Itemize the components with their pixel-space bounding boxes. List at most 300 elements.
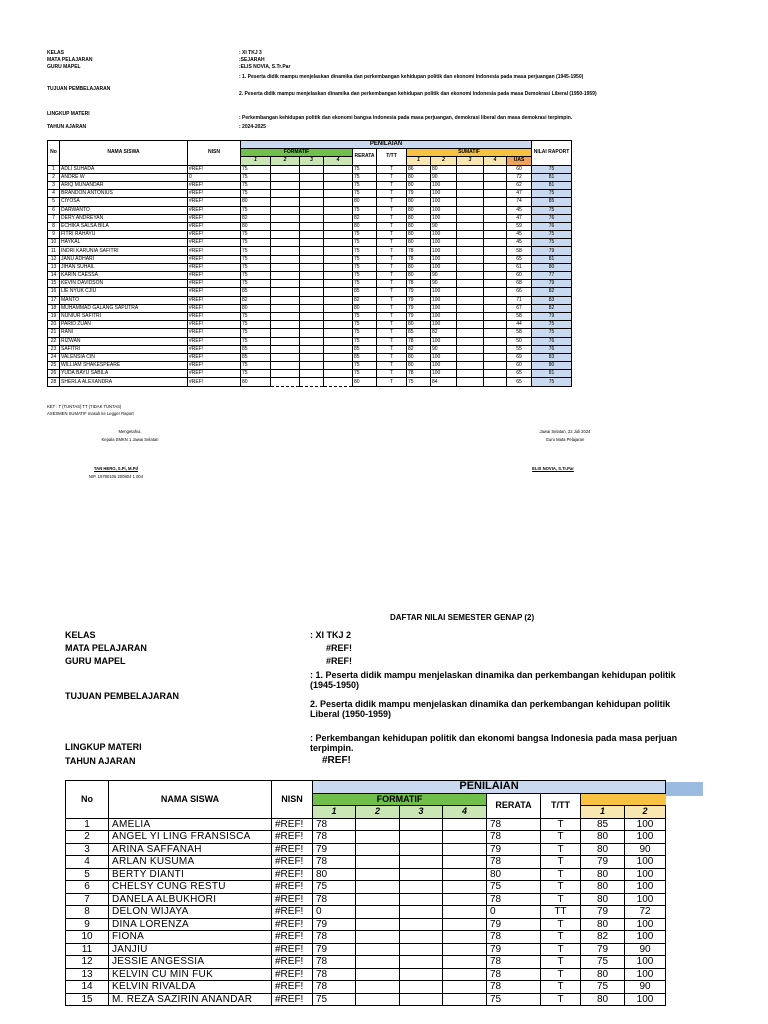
cell-rerata: 75 xyxy=(353,370,377,378)
cell-nama: KELVIN RIVALDA xyxy=(109,981,272,994)
cell-s2: 100 xyxy=(431,181,457,189)
cell-f1: 75 xyxy=(241,321,271,329)
cell-no: 5 xyxy=(48,198,60,206)
col-nama-2: NAMA SISWA xyxy=(109,781,272,819)
cell-s3 xyxy=(457,222,484,230)
cell-f2 xyxy=(271,296,300,304)
cell-f1: 78 xyxy=(313,981,356,994)
cell-s3 xyxy=(457,255,484,263)
cell-titt: T xyxy=(377,198,407,206)
table-row xyxy=(48,263,572,271)
cell-s2: 90 xyxy=(625,843,666,856)
cell-nisn: #REF! xyxy=(188,280,241,288)
cell-rerata: 75 xyxy=(353,321,377,329)
cell-uas: 55 xyxy=(507,345,532,353)
cell-f2 xyxy=(271,337,300,345)
cell-f2 xyxy=(356,981,400,994)
cell-f4 xyxy=(324,173,353,181)
table-row xyxy=(48,206,572,214)
table-row xyxy=(48,272,572,280)
cell-s2: 100 xyxy=(431,321,457,329)
cell-f1: 78 xyxy=(313,856,356,869)
cell-no: 26 xyxy=(48,370,60,378)
sig-left-line1: Mengetahui, xyxy=(118,429,142,434)
cell-no: 15 xyxy=(66,993,109,1006)
tahun-label-2: TAHUN AJARAN xyxy=(65,756,136,766)
cell-s3 xyxy=(457,181,484,189)
cell-no: 3 xyxy=(66,843,109,856)
cell-s2: 100 xyxy=(625,931,666,944)
table-row xyxy=(66,918,666,931)
cell-titt: T xyxy=(541,868,581,881)
cell-f3 xyxy=(400,968,443,981)
table-row xyxy=(48,362,572,370)
ket-note: KET : T (TUNTAS) TT (TIDAK TUNTAS) xyxy=(47,404,122,409)
cell-f2 xyxy=(271,304,300,312)
col-s2: 2 xyxy=(431,157,457,165)
cell-s4 xyxy=(484,263,507,271)
cell-f3 xyxy=(300,345,324,353)
cell-s2: 100 xyxy=(431,239,457,247)
cell-f1: 75 xyxy=(241,263,271,271)
cell-titt: T xyxy=(541,943,581,956)
cell-f3 xyxy=(300,272,324,280)
cell-f4 xyxy=(443,943,487,956)
cell-rerata: 78 xyxy=(487,893,541,906)
cell-s2: 82 xyxy=(431,329,457,337)
cell-nisn: #REF! xyxy=(272,981,313,994)
cell-titt: T xyxy=(377,353,407,361)
cell-f3 xyxy=(400,906,443,919)
cell-f4 xyxy=(324,280,353,288)
col-s2-2: 2 xyxy=(625,806,666,819)
cell-s1: 79 xyxy=(581,856,625,869)
cell-no: 8 xyxy=(48,222,60,230)
cell-s1: 80 xyxy=(407,362,431,370)
cell-f4 xyxy=(443,993,487,1006)
cell-f3 xyxy=(300,198,324,206)
table-row xyxy=(66,881,666,894)
cell-nisn: #REF! xyxy=(188,190,241,198)
cell-nama: DELON WIJAYA xyxy=(109,906,272,919)
cell-uas: 58 xyxy=(507,247,532,255)
cell-s2: 72 xyxy=(625,906,666,919)
cell-s2: 90 xyxy=(625,943,666,956)
cell-f4 xyxy=(324,378,353,386)
cell-f1: 75 xyxy=(241,190,271,198)
cell-f3 xyxy=(300,247,324,255)
cell-f3 xyxy=(300,304,324,312)
table-row xyxy=(48,378,572,386)
kelas-label: KELAS xyxy=(47,50,64,56)
sig-left-nip: NIP. 19780105 200804 1 004 xyxy=(88,474,144,479)
sig-left-line2: Kepala SMKN 1 Jawai Selatan xyxy=(101,437,159,442)
cell-s1: 78 xyxy=(407,255,431,263)
cell-s1: 78 xyxy=(407,337,431,345)
cell-titt: T xyxy=(377,247,407,255)
cell-rerata: 75 xyxy=(353,206,377,214)
cell-titt: T xyxy=(377,370,407,378)
cell-uas: 72 xyxy=(507,173,532,181)
col-no-2: No xyxy=(66,781,109,819)
cell-nama: BRANDON ANTONIUS xyxy=(60,190,188,198)
grades-table-2-body xyxy=(66,818,666,1006)
cell-s1: 78 xyxy=(407,247,431,255)
cell-f3 xyxy=(300,214,324,222)
cell-f2 xyxy=(271,272,300,280)
cell-uas: 58 xyxy=(507,329,532,337)
cell-f2 xyxy=(356,918,400,931)
cell-s3 xyxy=(457,272,484,280)
cell-no: 2 xyxy=(48,173,60,181)
table-row xyxy=(48,255,572,263)
col-formatif-2: FORMATIF xyxy=(313,793,487,806)
cell-nisn: #REF! xyxy=(188,345,241,353)
cell-rerata: 75 xyxy=(487,881,541,894)
cell-s2: 100 xyxy=(431,288,457,296)
cell-s1: 80 xyxy=(581,968,625,981)
cell-f1: 75 xyxy=(313,993,356,1006)
mapel-value-2: #REF! xyxy=(326,643,353,653)
cell-f4 xyxy=(443,981,487,994)
cell-nisn: #REF! xyxy=(188,206,241,214)
cell-s2: 100 xyxy=(625,818,666,831)
tujuan-value-2a: : 1. Peserta didik mampu menjelaskan dinamika dan perkembangan kehidupan politik (1945-1950) xyxy=(310,670,676,690)
cell-s4 xyxy=(484,222,507,230)
cell-nama: FITRI RAHAYU xyxy=(60,231,188,239)
cell-titt: T xyxy=(541,843,581,856)
cell-f2 xyxy=(271,214,300,222)
cell-s1: 80 xyxy=(581,993,625,1006)
cell-titt: T xyxy=(377,181,407,189)
cell-f1: 75 xyxy=(241,247,271,255)
cell-uas: 59 xyxy=(507,222,532,230)
cell-f4 xyxy=(324,165,353,173)
document-title: DAFTAR NILAI SEMESTER GENAP (2) xyxy=(390,613,535,622)
cell-nama: BERTY DIANTI xyxy=(109,868,272,881)
cell-raport: 79 xyxy=(532,280,572,288)
cell-titt: TT xyxy=(541,906,581,919)
cell-s3 xyxy=(457,345,484,353)
cell-s1: 80 xyxy=(581,843,625,856)
cell-s2: 100 xyxy=(431,247,457,255)
cell-titt: T xyxy=(541,918,581,931)
cell-titt: T xyxy=(377,165,407,173)
cell-raport: 82 xyxy=(532,304,572,312)
cell-f4 xyxy=(324,370,353,378)
cell-nisn: #REF! xyxy=(188,272,241,280)
cell-nama: ECHIKA SALSA BILA xyxy=(60,222,188,230)
cell-f1: 75 xyxy=(313,881,356,894)
cell-s1: 79 xyxy=(407,304,431,312)
cell-titt: T xyxy=(377,190,407,198)
cell-nisn: #REF! xyxy=(272,943,313,956)
cell-f4 xyxy=(443,931,487,944)
table-row xyxy=(48,222,572,230)
cell-nama: M. REZA SAZIRIN ANANDAR xyxy=(109,993,272,1006)
cell-uas: 62 xyxy=(507,181,532,189)
cell-s2: 90 xyxy=(431,173,457,181)
cell-s1: 80 xyxy=(581,881,625,894)
cell-raport: 80 xyxy=(532,362,572,370)
cell-f4 xyxy=(443,893,487,906)
cell-nama: DARWANTO xyxy=(60,206,188,214)
cell-nisn: #REF! xyxy=(188,181,241,189)
cell-rerata: 75 xyxy=(353,263,377,271)
cell-no: 14 xyxy=(66,981,109,994)
cell-f2 xyxy=(271,173,300,181)
cell-nisn: 0 xyxy=(188,173,241,181)
cell-s1: 80 xyxy=(407,231,431,239)
cell-titt: T xyxy=(377,173,407,181)
cell-s4 xyxy=(484,329,507,337)
cell-nama: DANELA ALBUKHORI xyxy=(109,893,272,906)
cell-f2 xyxy=(271,370,300,378)
cell-f3 xyxy=(300,263,324,271)
cell-nama: WILLIAM SHAKESPEARE xyxy=(60,362,188,370)
cell-s2: 100 xyxy=(625,968,666,981)
cell-f3 xyxy=(300,337,324,345)
cell-uas: 65 xyxy=(507,378,532,386)
mapel-label-2: MATA PELAJARAN xyxy=(65,643,147,653)
grades-table-1-body xyxy=(48,165,572,386)
cell-nama: YUDA BAYU SABILA xyxy=(60,370,188,378)
cell-nama: ARIQ MUNANDAR xyxy=(60,181,188,189)
cell-uas: 66 xyxy=(507,288,532,296)
cell-raport: 75 xyxy=(532,231,572,239)
cell-s2: 90 xyxy=(625,981,666,994)
cell-uas: 50 xyxy=(507,337,532,345)
cell-rerata: 75 xyxy=(353,362,377,370)
cell-titt: T xyxy=(377,263,407,271)
cell-nisn: #REF! xyxy=(188,255,241,263)
cell-f2 xyxy=(271,231,300,239)
cell-nisn: #REF! xyxy=(188,304,241,312)
cell-raport: 75 xyxy=(532,206,572,214)
cell-s1: 80 xyxy=(407,321,431,329)
cell-nisn: #REF! xyxy=(272,831,313,844)
cell-raport: 85 xyxy=(532,198,572,206)
cell-rerata: 75 xyxy=(353,181,377,189)
cell-nama: VALENSIA CIN xyxy=(60,353,188,361)
table-row xyxy=(66,968,666,981)
cell-s1: 80 xyxy=(581,868,625,881)
cell-s4 xyxy=(484,321,507,329)
cell-uas: 65 xyxy=(507,255,532,263)
cell-s2: 100 xyxy=(625,868,666,881)
col-s3: 3 xyxy=(457,157,484,165)
cell-s4 xyxy=(484,337,507,345)
cell-nisn: #REF! xyxy=(272,856,313,869)
cell-rerata: 85 xyxy=(353,345,377,353)
cell-f1: 75 xyxy=(241,280,271,288)
cell-rerata: 80 xyxy=(353,222,377,230)
table-row xyxy=(48,173,572,181)
cell-f1: 80 xyxy=(241,222,271,230)
cell-f4 xyxy=(324,272,353,280)
cell-rerata: 78 xyxy=(487,818,541,831)
cell-raport: 75 xyxy=(532,329,572,337)
cell-nama: CIYOSA xyxy=(60,198,188,206)
cell-s1: 80 xyxy=(581,918,625,931)
cell-s4 xyxy=(484,198,507,206)
cell-s2: 100 xyxy=(625,993,666,1006)
cell-raport: 81 xyxy=(532,370,572,378)
cell-s2: 100 xyxy=(625,856,666,869)
cell-s4 xyxy=(484,190,507,198)
cell-s2: 100 xyxy=(625,918,666,931)
grades-table-1 xyxy=(47,140,572,387)
table-row xyxy=(66,906,666,919)
cell-f3 xyxy=(300,181,324,189)
cell-s4 xyxy=(484,206,507,214)
cell-s1: 79 xyxy=(581,943,625,956)
cell-f4 xyxy=(324,288,353,296)
cell-nama: HAYKAL xyxy=(60,239,188,247)
cell-f1: 75 xyxy=(241,231,271,239)
cell-no: 18 xyxy=(48,304,60,312)
cell-no: 16 xyxy=(48,288,60,296)
cell-f3 xyxy=(300,222,324,230)
cell-s1: 75 xyxy=(581,981,625,994)
cell-no: 17 xyxy=(48,296,60,304)
cell-f3 xyxy=(400,993,443,1006)
cell-s2: 100 xyxy=(431,263,457,271)
cell-f1: 75 xyxy=(241,206,271,214)
cell-no: 20 xyxy=(48,321,60,329)
cell-f2 xyxy=(356,956,400,969)
cell-f3 xyxy=(400,943,443,956)
cell-f1: 85 xyxy=(241,353,271,361)
tahun-label: TAHUN AJARAN xyxy=(47,124,87,130)
cell-s1: 82 xyxy=(581,931,625,944)
cell-s1: 75 xyxy=(581,956,625,969)
col-nilai-raport: NILAI RAPORT xyxy=(532,141,572,166)
cell-f3 xyxy=(300,353,324,361)
cell-rerata: 0 xyxy=(487,906,541,919)
col-f1-2: 1 xyxy=(313,806,356,819)
cell-f1: 85 xyxy=(241,345,271,353)
cell-s2: 100 xyxy=(431,304,457,312)
cell-raport: 76 xyxy=(532,214,572,222)
cell-f2 xyxy=(271,247,300,255)
cell-f2 xyxy=(271,222,300,230)
cell-no: 11 xyxy=(48,247,60,255)
cell-f3 xyxy=(300,165,324,173)
cell-nama: ARLAN KUSUMA xyxy=(109,856,272,869)
cell-f1: 75 xyxy=(241,272,271,280)
cell-f4 xyxy=(443,868,487,881)
cell-no: 7 xyxy=(66,893,109,906)
cell-s2: 100 xyxy=(431,370,457,378)
cell-s1: 80 xyxy=(407,222,431,230)
cell-nisn: #REF! xyxy=(272,993,313,1006)
cell-f3 xyxy=(300,362,324,370)
mapel-label: MATA PELAJARAN xyxy=(47,57,93,63)
cell-f3 xyxy=(300,312,324,320)
cell-f4 xyxy=(324,255,353,263)
cell-s2: 100 xyxy=(431,353,457,361)
cell-f4 xyxy=(443,906,487,919)
cell-rerata: 75 xyxy=(353,329,377,337)
cell-s1: 75 xyxy=(407,378,431,386)
cell-f1: 80 xyxy=(241,378,271,386)
col-nama: NAMA SISWA xyxy=(60,141,188,166)
cell-nama: NUNIUR SAFITRI xyxy=(60,312,188,320)
cell-nisn: #REF! xyxy=(272,968,313,981)
cell-f4 xyxy=(443,856,487,869)
cell-uas: 69 xyxy=(507,353,532,361)
cell-rerata: 82 xyxy=(353,214,377,222)
cell-f1: 75 xyxy=(241,173,271,181)
cell-s4 xyxy=(484,296,507,304)
cell-s3 xyxy=(457,165,484,173)
cell-uas: 71 xyxy=(507,296,532,304)
cell-s2: 100 xyxy=(431,296,457,304)
cell-f4 xyxy=(324,353,353,361)
cell-uas: 74 xyxy=(507,198,532,206)
cell-f2 xyxy=(356,843,400,856)
table-row xyxy=(66,818,666,831)
cell-f4 xyxy=(443,881,487,894)
cell-f4 xyxy=(324,181,353,189)
col-rerata-2: RERATA xyxy=(487,793,541,818)
cell-f2 xyxy=(271,280,300,288)
header-highlight-bar xyxy=(660,782,703,796)
cell-nama: JIHAN SUHAIL xyxy=(60,263,188,271)
cell-no: 24 xyxy=(48,353,60,361)
cell-nisn: #REF! xyxy=(188,353,241,361)
cell-s2: 100 xyxy=(431,214,457,222)
cell-titt: T xyxy=(541,993,581,1006)
cell-s1: 80 xyxy=(407,181,431,189)
cell-f4 xyxy=(324,198,353,206)
cell-rerata: 75 xyxy=(487,993,541,1006)
cell-f2 xyxy=(271,321,300,329)
cell-raport: 79 xyxy=(532,312,572,320)
mapel-value: :SEJARAH xyxy=(239,57,265,63)
cell-f1: 78 xyxy=(313,968,356,981)
col-f3-2: 3 xyxy=(400,806,443,819)
cell-no: 25 xyxy=(48,362,60,370)
cell-titt: T xyxy=(377,304,407,312)
cell-f2 xyxy=(271,288,300,296)
cell-s4 xyxy=(484,239,507,247)
cell-f3 xyxy=(300,280,324,288)
cell-rerata: 80 xyxy=(353,378,377,386)
tujuan-value-2b: 2. Peserta didik mampu menjelaskan dinamika dan perkembangan kehidupan politik Liberal (1950-1959) xyxy=(310,699,671,719)
cell-s1: 79 xyxy=(407,296,431,304)
cell-f3 xyxy=(400,843,443,856)
cell-no: 8 xyxy=(66,906,109,919)
cell-s3 xyxy=(457,370,484,378)
cell-s4 xyxy=(484,255,507,263)
guru-value: :ELIS NOVIA, S.Tr.Par xyxy=(239,64,291,70)
cell-f2 xyxy=(271,345,300,353)
cell-f1: 0 xyxy=(313,906,356,919)
col-sumatif-2 xyxy=(581,793,666,806)
cell-rerata: 75 xyxy=(353,190,377,198)
cell-nama: KEVIN DAVIDSON xyxy=(60,280,188,288)
cell-f2 xyxy=(356,906,400,919)
cell-nisn: #REF! xyxy=(272,881,313,894)
cell-no: 10 xyxy=(48,239,60,247)
cell-titt: T xyxy=(541,818,581,831)
cell-s3 xyxy=(457,304,484,312)
cell-s2: 84 xyxy=(431,378,457,386)
cell-s4 xyxy=(484,272,507,280)
cell-s1: 85 xyxy=(581,818,625,831)
